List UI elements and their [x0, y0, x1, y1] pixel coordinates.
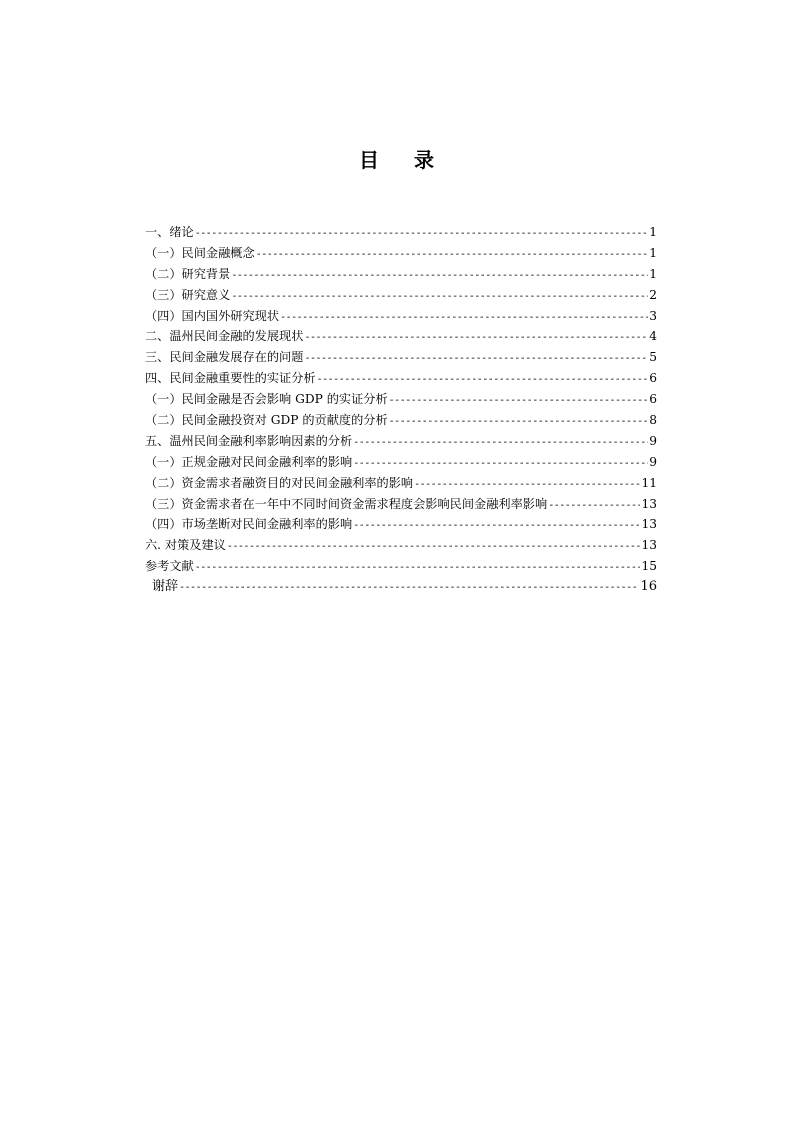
toc-dot-leader: [256, 245, 649, 264]
toc-entry-label: （二）民间金融投资对 GDP 的贡献度的分析: [145, 413, 388, 428]
toc-entry-label: 参考文献: [145, 559, 194, 574]
toc-entry-page: 1: [649, 225, 657, 239]
toc-entry-label: 五、温州民间金融利率影响因素的分析: [145, 433, 353, 448]
toc-entry[interactable]: [145, 368, 657, 389]
toc-dot-leader: [548, 496, 640, 515]
toc-entry-page: 1: [649, 266, 657, 281]
toc-entry-page: 9: [649, 433, 657, 448]
toc-entry-page: 15: [641, 559, 657, 574]
toc-entry-label: （一）正规金融对民间金融利率的影响: [145, 454, 353, 469]
toc-entry-label: 四、民间金融重要性的实证分析: [145, 371, 316, 386]
toc-entry[interactable]: [145, 473, 657, 494]
toc-dot-leader: [353, 516, 640, 535]
toc-dot-leader: [317, 370, 649, 389]
toc-dot-leader: [389, 391, 649, 410]
toc-entry-page: 11: [641, 475, 657, 490]
toc-dot-leader: [227, 537, 641, 556]
toc-dot-leader: [195, 224, 648, 243]
toc-entry[interactable]: [145, 326, 657, 347]
toc-entry[interactable]: [145, 452, 657, 473]
toc-entry-label: （一）民间金融是否会影响 GDP 的实证分析: [145, 392, 388, 407]
toc-dot-leader: [280, 308, 648, 327]
toc-entry[interactable]: [145, 285, 657, 306]
toc-dot-leader: [414, 475, 640, 494]
toc-title: 目 录: [359, 148, 448, 172]
toc-entry-page: 8: [649, 413, 657, 428]
toc-entry-page: 3: [649, 308, 657, 323]
toc-entry-label: 一、绪论: [145, 225, 194, 239]
toc-dot-leader: [389, 412, 649, 431]
toc-entry-page: 13: [641, 517, 657, 532]
toc-dot-leader: [353, 454, 648, 473]
toc-entry-page: 16: [640, 579, 657, 595]
toc-entry-label: （四）国内国外研究现状: [145, 308, 280, 323]
toc-entry[interactable]: [145, 494, 657, 515]
toc-entry-page: 2: [649, 287, 657, 302]
toc-entry[interactable]: [145, 556, 657, 577]
toc-entry[interactable]: [145, 535, 657, 556]
toc-dot-leader: [179, 578, 639, 598]
toc-entry-label: （三）资金需求者在一年中不同时间资金需求程度会影响民间金融利率影响: [145, 496, 548, 511]
toc-entry-page: 4: [649, 329, 657, 344]
toc-entry[interactable]: [145, 410, 657, 431]
toc-entry-label: （二）资金需求者融资目的对民间金融利率的影响: [145, 475, 414, 490]
toc-entry-label: （一）民间金融概念: [145, 245, 255, 260]
toc-dot-leader: [304, 349, 648, 368]
toc-entry[interactable]: [145, 243, 657, 264]
toc-dot-leader: [195, 558, 641, 577]
toc-entry-page: 13: [641, 496, 657, 511]
toc-entry-page: 5: [649, 350, 657, 365]
toc-entry-page: 6: [649, 392, 657, 407]
toc-dot-leader: [231, 287, 648, 306]
toc-entry[interactable]: [145, 389, 657, 410]
toc-entry[interactable]: [145, 306, 657, 327]
toc-entry-label: （四）市场垄断对民间金融利率的影响: [145, 517, 353, 532]
toc-entry[interactable]: [145, 222, 657, 243]
toc-dot-leader: [304, 328, 648, 347]
toc-entry[interactable]: [145, 577, 657, 598]
toc-entry[interactable]: [145, 347, 657, 368]
toc-entry[interactable]: [145, 514, 657, 535]
toc-entry-page: 1: [649, 245, 657, 260]
toc-entry-label: （二）研究背景: [145, 266, 231, 281]
toc-dot-leader: [353, 433, 648, 452]
toc-entry-label: （三）研究意义: [145, 287, 231, 302]
toc-entry-page: 9: [649, 454, 657, 469]
toc-entry-label: 谢辞: [152, 579, 179, 595]
toc-entry-label: 六. 对策及建议: [145, 538, 226, 553]
toc-entry-label: 二、温州民间金融的发展现状: [145, 329, 304, 344]
toc-entry-page: 6: [649, 371, 657, 386]
toc-dot-leader: [231, 266, 648, 285]
toc-entry-label: 三、民间金融发展存在的问题: [145, 350, 304, 365]
toc-entry[interactable]: [145, 431, 657, 452]
toc-entry-page: 13: [641, 538, 657, 553]
toc-entry[interactable]: [145, 264, 657, 285]
table-of-contents: [145, 222, 657, 598]
